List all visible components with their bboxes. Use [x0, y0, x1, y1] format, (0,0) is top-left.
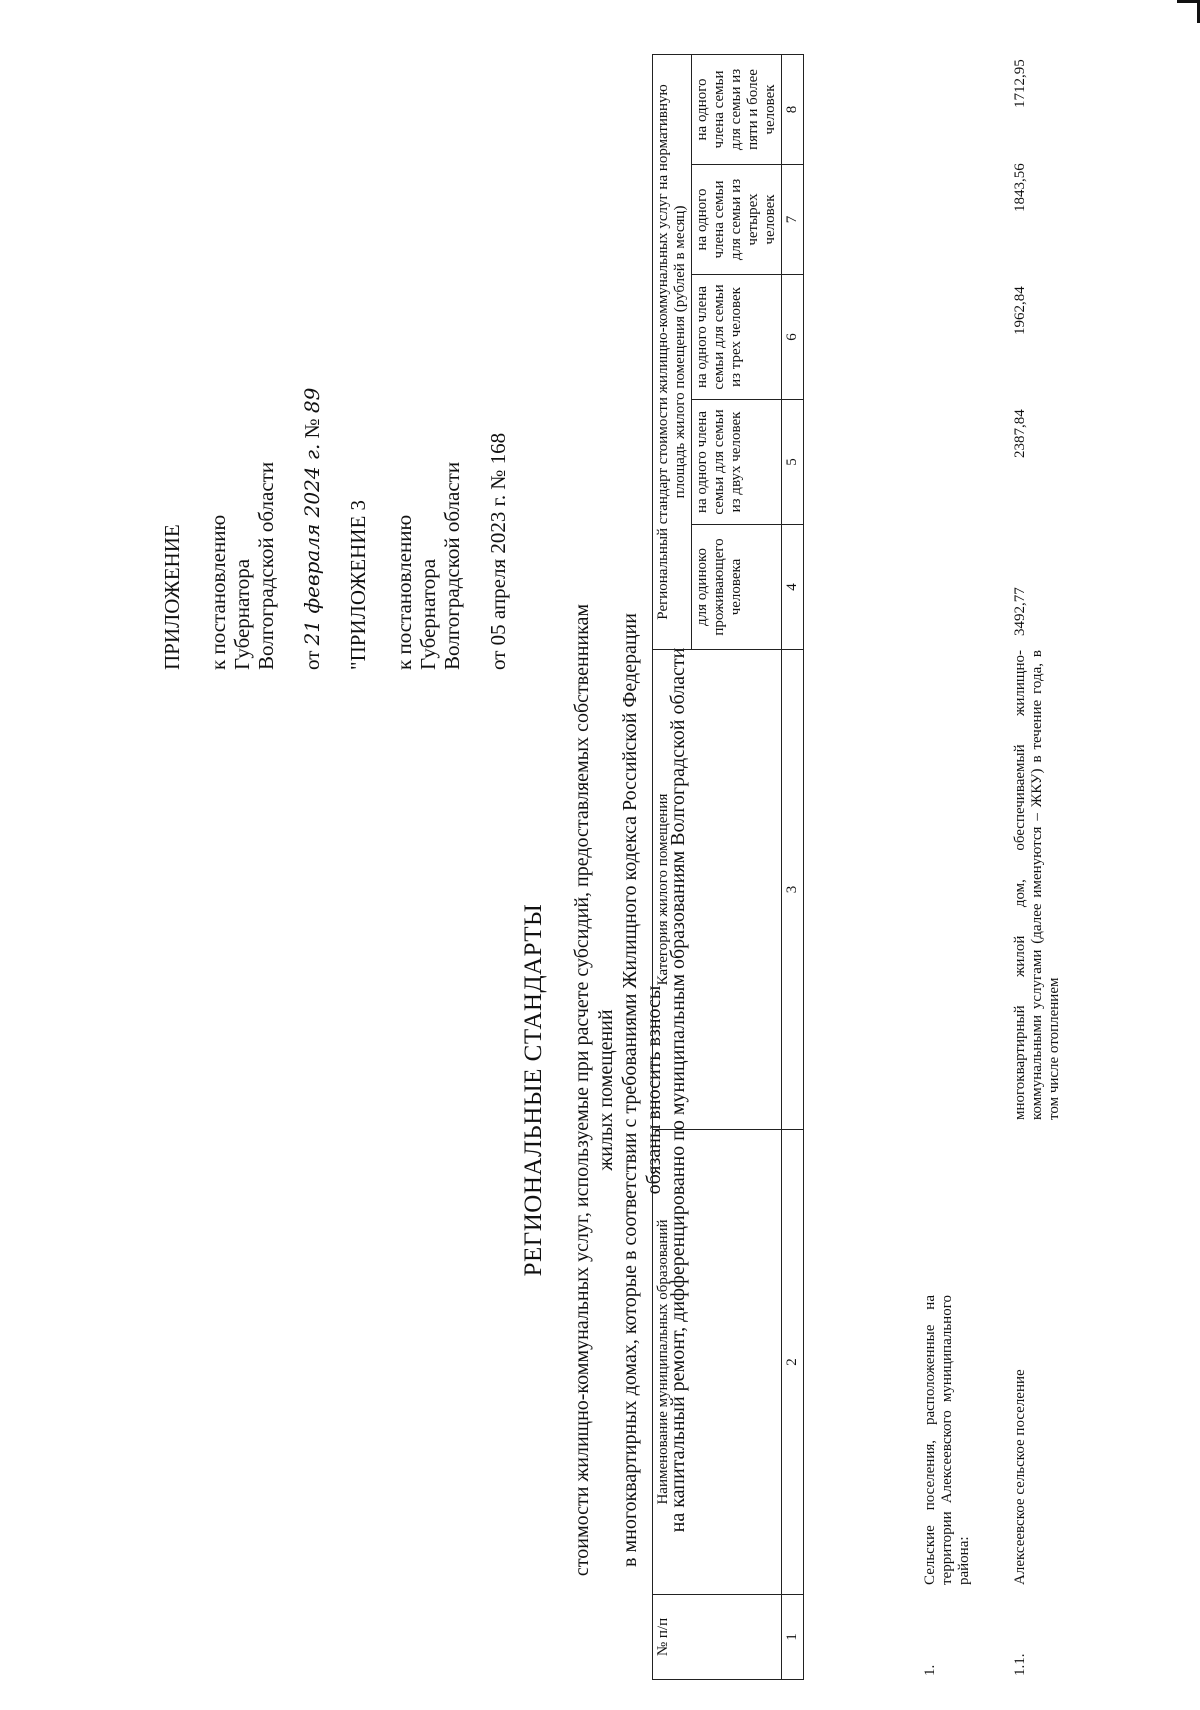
appendix-block: [160, 150, 510, 670]
appendix-to-resolution: к постановлению: [206, 514, 230, 670]
prior-to-resolution: к постановлению: [392, 514, 416, 670]
prior-region: Волгоградской области: [440, 461, 464, 670]
subtitle-line-3: на капитальный ремонт, дифференцированно по муниципальным образованиям Волгоградской области: [667, 647, 689, 1533]
value-fam2: 2387,84: [1012, 409, 1028, 458]
column-number: 2: [782, 1130, 804, 1595]
appendix-governor: Губернатора: [230, 558, 254, 670]
header-name: Наименование муниципальных образований: [653, 1130, 782, 1595]
document-title: РЕГИОНАЛЬНЫЕ СТАНДАРТЫ: [520, 903, 547, 1277]
table-row: [922, 55, 1012, 1680]
standards-table: [652, 54, 804, 1680]
appendix-date-prefix: от: [300, 650, 324, 670]
row-category: многоквартирный жилой дом, обеспечиваемый жилищно-коммунальными услугами (далее именуются – ЖКУ) в течение года, в том числе отоплением: [1012, 650, 1062, 1120]
appendix-title: ПРИЛОЖЕНИЕ: [160, 524, 184, 670]
column-number: 6: [782, 275, 804, 400]
appendix-region: Волгоградской области: [254, 461, 278, 670]
subtitle-line-2: в многоквартирных домах, которые в соответствии с требованиями Жилищного кодекса Российской Федерации обязаны вносить взносы: [619, 613, 665, 1567]
value-fam3: 1962,84: [1012, 286, 1028, 335]
row-name: Алексеевское сельское поселение: [1012, 1369, 1028, 1585]
header-fam5: на одного члена семьи для семьи из пяти и более человек: [692, 54, 782, 164]
column-number-row: [782, 54, 804, 1679]
column-number: 5: [782, 400, 804, 525]
row-no: 1.: [922, 1664, 938, 1676]
column-number: 4: [782, 525, 804, 650]
header-single: для одиноко проживающего человека: [692, 525, 782, 650]
header-fam3: на одного члена семьи для семьи из трех человек: [692, 275, 782, 400]
header-fam4: на одного члена семьи для семьи из четырех человек: [692, 165, 782, 275]
header-fam2: на одного члена семьи для семьи из двух человек: [692, 400, 782, 525]
row-name: Сельские поселения, расположенные на территории Алексеевского муниципального района:: [922, 1295, 972, 1585]
appendix-number-label: №: [300, 418, 324, 439]
prior-appendix-title: "ПРИЛОЖЕНИЕ 3: [346, 499, 370, 670]
table-row: [1012, 55, 1102, 1680]
appendix-number-handwritten: 89: [300, 387, 324, 414]
header-no: № п/п: [653, 1595, 782, 1680]
column-number: 8: [782, 54, 804, 164]
prior-governor: Губернатора: [416, 558, 440, 670]
prior-date: от 05 апреля 2023 г. № 168: [486, 432, 510, 670]
value-single: 3492,77: [1012, 587, 1028, 636]
table-header-row: [653, 54, 692, 1679]
subtitle-line-1: стоимости жилищно-коммунальных услуг, используемые при расчете субсидий, предоставляемых собственникам жилых помещений: [571, 603, 617, 1577]
value-fam5: 1712,95: [1012, 59, 1028, 108]
appendix-date-line: [300, 150, 324, 670]
column-number: 7: [782, 165, 804, 275]
header-category: Категория жилого помещения: [653, 650, 782, 1130]
appendix-date-handwritten: 21 февраля 2024 г.: [300, 443, 324, 646]
header-standard: Региональный стандарт стоимости жилищно-коммунальных услуг на нормативную площадь жилого помещения (рублей в месяц): [653, 54, 692, 649]
row-no: 1.1.: [1012, 1653, 1028, 1676]
column-number: 3: [782, 650, 804, 1130]
column-number: 1: [782, 1595, 804, 1680]
table-body: [922, 55, 1102, 1680]
value-fam4: 1843,56: [1012, 163, 1028, 212]
